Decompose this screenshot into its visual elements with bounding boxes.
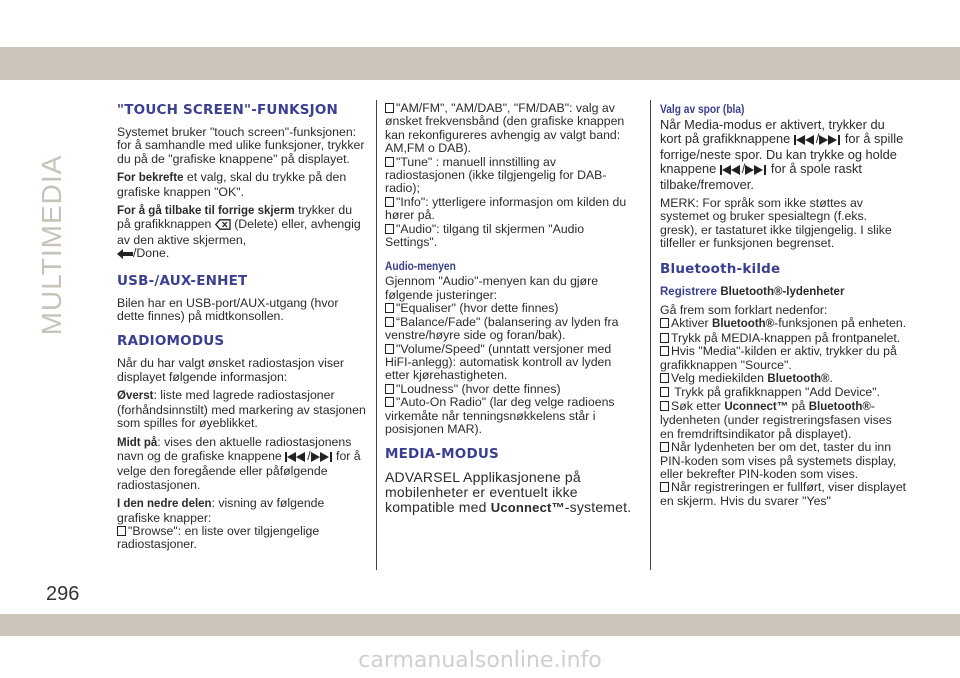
heading-bluetooth-source: Bluetooth-kilde	[660, 260, 781, 277]
list-item: "AM/FM", "AM/DAB", "FM/DAB": valg av ønsket frekvensbånd (den grafiske knappen kan rekonfigureres avhengig av valgt band: AM,FM o DAB). "Tune" : manuell innstilling av radiostasjonen (ikke tilgjengelig for DAB-radio); "Info": ytterligere informasjon om kilden du hører på. "Audio": tilgang til skjermen "Audio Settings".	[385, 101, 627, 250]
paragraph: Registrere Bluetooth®-lydenheter	[660, 285, 845, 298]
bullet-box-icon	[385, 344, 394, 354]
heading-touch-screen: "TOUCH SCREEN"-FUNKSJON	[117, 102, 339, 118]
bullet-box-icon	[660, 318, 669, 328]
paragraph: MERK: For språk som ikke støttes av systemet og bruker spesialtegn (f.eks. gresk), er tastaturet ikke tilgjengelig. I slike tilfeller er funksjonen begrenset.	[660, 196, 892, 251]
paragraph: Midt på: vises den aktuelle radiostasjonens navn og de grafiske knappene / for å velge den foregående eller påfølgende radiostasjonen.	[117, 434, 361, 492]
column-3	[660, 102, 908, 513]
paragraph: For bekrefte et valg, skal du trykke på den grafiske knappen "OK".	[117, 170, 347, 199]
delete-icon	[215, 219, 231, 233]
paragraph: Gjennom "Audio"-menyen kan du gjøre følgende justeringer: "Equaliser" (hvor dette finnes) “Balance/Fade" (balansering av lyden fra venstre/høyre side og foran/bak). "Volume/Speed" (unntatt versjoner med HiFI-anlegg): automatisk kontroll av lyden etter kjørehastigheten. "Loudness" (hvor dette finnes) "Auto-On Radio" (lar deg velge radioens virkemåte når tenningsnøkkelens står i posisjonen MAR).	[385, 274, 619, 436]
watermark: carmanualsonline.info	[358, 648, 602, 673]
column-divider	[376, 100, 377, 570]
paragraph: I den nedre delen: visning av følgende grafiske knapper: "Browse": en liste over tilgjengelige radiostasjoner.	[117, 496, 325, 552]
heading-usb-aux: USB-/AUX-ENHET	[117, 272, 248, 289]
paragraph: Systemet bruker "touch screen"-funksjonen: for å samhandle med ulike funksjoner, trykker du på de "grafiske knappene" på displayet.	[117, 125, 365, 166]
bullet-box-icon	[660, 401, 669, 411]
bullet-box-icon	[385, 224, 394, 234]
paragraph: Bilen har en USB-port/AUX-utgang (hvor dette finnes) på midtkonsollen.	[117, 295, 339, 324]
bullet-box-icon	[385, 157, 394, 167]
warning-text: ADVARSEL Applikasjonene på mobilenheter er eventuelt ikke kompatible med Uconnect™-systemet.	[385, 469, 632, 516]
column-1	[117, 102, 369, 557]
bullet-box-icon	[660, 482, 669, 492]
bullet-box-icon	[117, 526, 126, 536]
heading-media-mode: MEDIA-MODUS	[385, 446, 499, 463]
footer-band	[0, 614, 960, 636]
bullet-box-icon	[660, 387, 669, 397]
bullet-box-icon	[660, 346, 669, 356]
heading-track-select: Valg av spor (bla)	[660, 102, 745, 116]
bullet-box-icon	[385, 317, 394, 327]
bullet-box-icon	[385, 197, 394, 207]
next-track-icon	[311, 452, 333, 465]
previous-track-icon	[285, 452, 307, 465]
bullet-box-icon	[385, 103, 394, 113]
heading-audio-menu: Audio-menyen	[385, 259, 456, 274]
bullet-box-icon	[385, 303, 394, 313]
paragraph: Når Media-modus er aktivert, trykker du kort på grafikknappene / for å spille forrige/neste spor. Du kan trykke og holde knappene / for å spole raskt tilbake/fremover.	[660, 117, 904, 192]
page-number: 296	[46, 583, 80, 605]
back-arrow-icon	[117, 249, 133, 262]
paragraph: For å gå tilbake til forrige skjerm trykker du på grafikknappen (Delete) eller, avhengig av den aktive skjermen, /Done.	[117, 204, 369, 263]
column-divider	[650, 100, 651, 570]
bullet-box-icon	[660, 373, 669, 383]
previous-track-icon	[794, 134, 816, 148]
paragraph: Gå frem som forklart nedenfor: Aktiver Bluetooth®-funksjonen på enheten. Trykk på MEDIA-knappen på frontpanelet. Hvis "Media"-kilden er aktiv, trykker du på grafikknappen "Source". Velg mediekilden Bluetooth®. Trykk på grafikknappen "Add Device". Søk etter Uconnect™ på Bluetooth®-lydenheten (under registreringsfasen vises en fremdriftsindikator på displayet). Når lydenheten ber om det, taster du inn PIN-koden som vises på systemets display, eller bekrefter PIN-koden som vises. Når registreringen er fullført, viser displayet en skjerm. Hvis du svarer "Yes"	[660, 303, 907, 508]
bullet-box-icon	[385, 384, 394, 394]
paragraph: Øverst: liste med lagrede radiostasjoner (forhåndsinnstilt) med markering av stasjonen som spilles for øyeblikket.	[117, 388, 366, 431]
header-band	[0, 47, 960, 80]
next-track-icon	[819, 134, 841, 148]
heading-radio-mode: RADIOMODUS	[117, 333, 225, 350]
paragraph: Når du har valgt ønsket radiostasjon viser displayet følgende informasjon:	[117, 356, 344, 384]
bullet-box-icon	[385, 397, 394, 407]
previous-track-icon	[720, 164, 742, 178]
bullet-box-icon	[660, 442, 669, 452]
next-track-icon	[745, 164, 767, 178]
bullet-box-icon	[660, 333, 669, 343]
column-2	[385, 102, 637, 520]
